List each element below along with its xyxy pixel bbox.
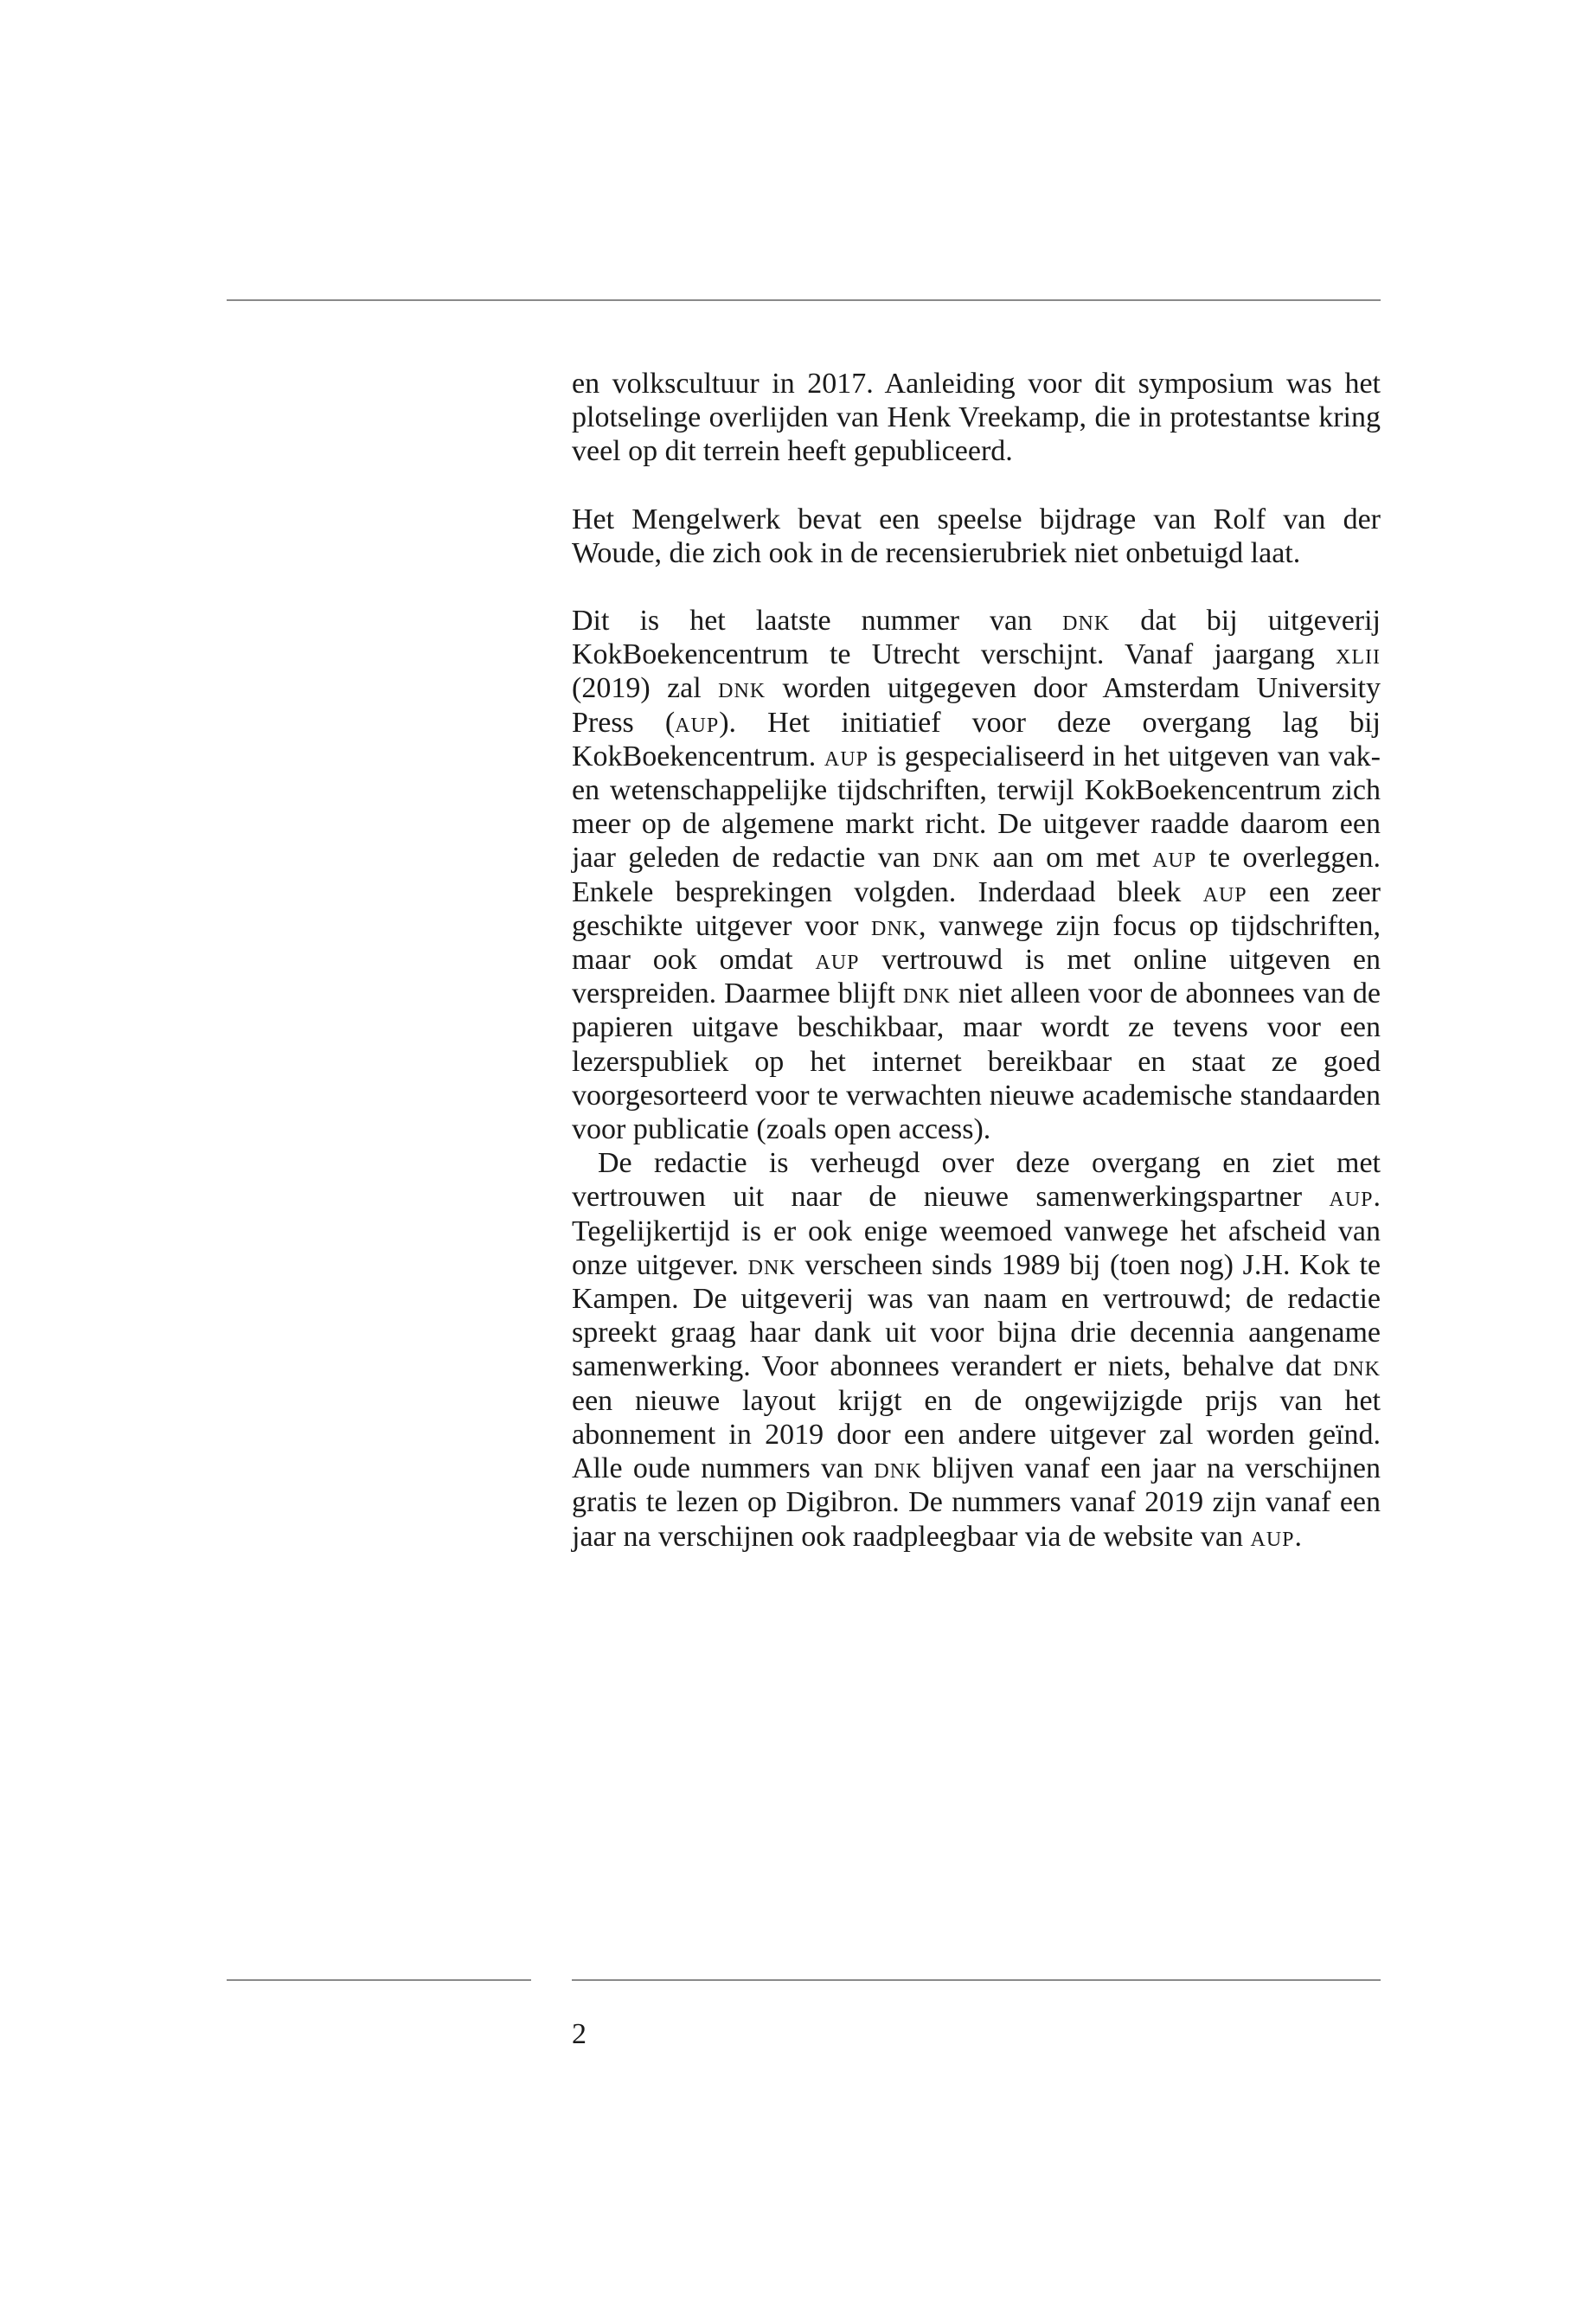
paragraph <box>572 604 1381 1146</box>
text-run: ). Het initiatief voor deze overgang lag bij KokBoekencentrum. <box>572 706 1381 772</box>
text-run: te overleggen. Enkele besprekingen volgden. Inderdaad bleek <box>572 842 1381 908</box>
abbreviation: aup <box>1250 1520 1295 1553</box>
text-run: , vanwege zijn focus op tijdschriften, maar ook omdat <box>572 909 1381 977</box>
header-rule <box>227 299 1381 301</box>
paragraph <box>572 367 1381 469</box>
abbreviation: dnk <box>871 909 920 942</box>
text-run: Het Mengelwerk bevat een speelse bijdrage van Rolf van der Woude, die zich ook in de recensierubriek niet onbetuigd laat. <box>572 503 1381 569</box>
abbreviation: dnk <box>902 977 951 1010</box>
text-run: worden uitgegeven door Amsterdam University Press ( <box>572 672 1381 739</box>
text-run: een nieuwe layout krijgt en de ongewijzigde prijs van het abonnement in 2019 door een andere uitgever zal worden geïnd. Alle oude nummers van <box>572 1384 1381 1485</box>
text-run: niet alleen voor de abonnees van de papieren uitgave beschikbaar, maar wordt ze tevens voor een lezerspubliek op het internet bereikbaar en staat ze goed voorgesorteerd voor te verwachten nieuwe academische standaarden voor publicatie (zoals open access). <box>572 977 1381 1146</box>
paragraph <box>572 1146 1381 1553</box>
abbreviation: aup <box>1152 842 1197 875</box>
abbreviation: dnk <box>1333 1350 1381 1383</box>
abbreviation: aup <box>815 944 860 977</box>
text-run: een zeer geschikte uitgever voor <box>572 875 1381 942</box>
abbreviation: dnk <box>718 672 766 705</box>
body-text-column <box>572 367 1381 1554</box>
text-run: blijven vanaf een jaar na verschijnen gratis te lezen op Digibron. De nummers vanaf 2019 zijn vanaf een jaar na verschijnen ook raadpleegbaar via de website van <box>572 1452 1381 1553</box>
footer-rule-right <box>572 1979 1381 1981</box>
abbreviation: dnk <box>874 1452 922 1485</box>
text-run: is gespecialiseerd in het uitgeven van vak- en wetenschappelijke tijdschriften, terwijl KokBoekencentrum zich meer op de algemene markt richt. De uitgever raadde daarom een jaar geleden de redactie van <box>572 740 1381 875</box>
text-run: . <box>1294 1520 1302 1553</box>
abbreviation: dnk <box>1062 605 1111 638</box>
abbreviation: aup <box>824 740 869 772</box>
text-run: (2019) zal <box>572 672 719 705</box>
text-run: aan om met <box>980 842 1153 875</box>
text-run: verscheen sinds 1989 bij (toen nog) J.H. Kok te Kampen. De uitgeverij was van naam en vertrouwd; de redactie spreekt graag haar dank uit voor bijna drie decennia aangename samenwerking. Voor abonnees verandert er niets, behalve dat <box>572 1248 1381 1383</box>
abbreviation: aup <box>1329 1181 1374 1214</box>
abbreviation: aup <box>1202 875 1247 908</box>
abbreviation: dnk <box>747 1248 796 1281</box>
abbreviation: xlii <box>1336 638 1381 671</box>
abbreviation: aup <box>675 706 720 739</box>
footer-rule-left <box>227 1979 531 1981</box>
text-run: De redactie is verheugd over deze overgang en ziet met vertrouwen uit naar de nieuwe samenwerkingspartner <box>572 1147 1381 1214</box>
text-run: Dit is het laatste nummer van <box>572 605 1063 638</box>
text-run: en volkscultuur in 2017. Aanleiding voor dit symposium was het plotselinge overlijden van Henk Vreekamp, die in protestantse kring veel op dit terrein heeft gepubliceerd. <box>572 368 1381 468</box>
text-run: vertrouwd is met online uitgeven en verspreiden. Daarmee blijft <box>572 944 1381 1010</box>
paragraph <box>572 503 1381 570</box>
page-number: 2 <box>572 2018 586 2050</box>
text-run: . Tegelijkertijd is er ook enige weemoed vanwege het afscheid van onze uitgever. <box>572 1181 1381 1281</box>
abbreviation: dnk <box>933 842 981 875</box>
text-run: dat bij uitgeverij KokBoekencentrum te Utrecht verschijnt. Vanaf jaargang <box>572 605 1381 671</box>
